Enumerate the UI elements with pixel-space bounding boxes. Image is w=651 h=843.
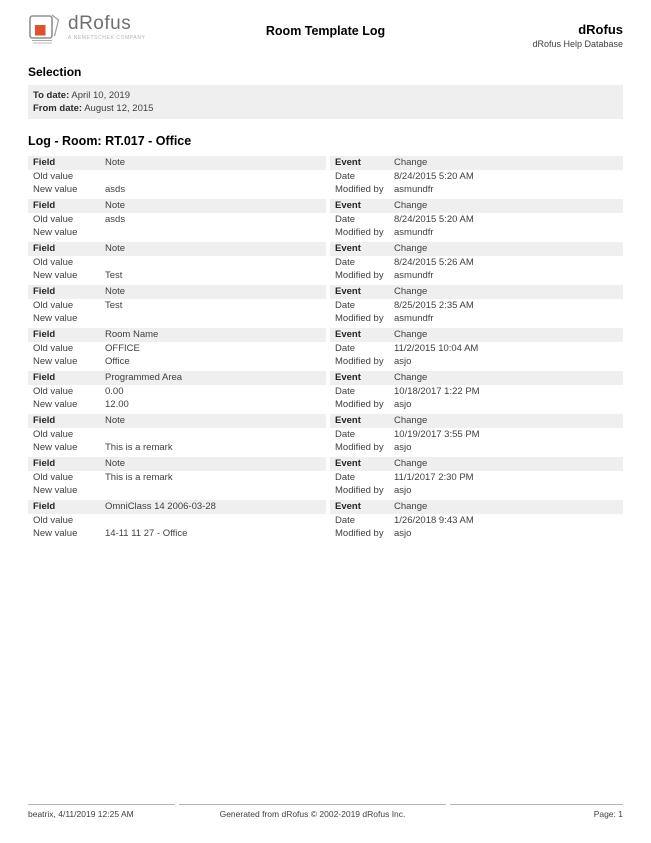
new-value-label: New value [33,399,78,410]
old-value-row [28,471,623,484]
old-value [105,428,326,441]
entry-header-row [28,500,623,514]
modified-by-label: Modified by [335,313,384,324]
old-value-row [28,256,623,269]
new-value-label: New value [33,313,78,324]
old-value-row [28,514,623,527]
modified-by-label: Modified by [335,399,384,410]
event-value: Change [394,285,623,299]
modified-by-label: Modified by [335,227,384,238]
log-entry [28,500,623,540]
modified-by-value: asmundfr [394,313,434,324]
date-value: 11/1/2017 2:30 PM [394,472,474,483]
field-value: Note [105,242,326,256]
field-label: Field [28,242,105,256]
modified-by-value: asjo [394,485,412,496]
new-value: Office [105,356,130,367]
date-label: Date [335,515,356,526]
new-value-label: New value [33,356,78,367]
modified-by-value: asjo [394,399,412,410]
log-entry [28,242,623,282]
event-value: Change [394,156,623,170]
date-value: 10/18/2017 1:22 PM [394,386,480,397]
project-name: dRofus [578,22,623,37]
field-label: Field [28,156,105,170]
report-header [0,0,651,58]
to-date-value: April 10, 2019 [71,90,130,101]
footer-user-timestamp: beatrix, 4/11/2019 12:25 AM [28,804,175,819]
date-value: 8/24/2015 5:26 AM [394,257,474,268]
date-value: 10/19/2017 3:55 PM [394,429,480,440]
new-value-row [28,441,623,454]
entry-header-row [28,199,623,213]
old-value: OFFICE [105,343,140,354]
field-label: Field [28,328,105,342]
logo-wordmark: dRofus [68,13,132,34]
to-date-label: To date: [33,90,70,101]
event-label: Event [330,500,394,514]
new-value-label: New value [33,528,78,539]
new-value-label: New value [33,442,78,453]
new-value: 14-11 11 27 - Office [105,528,188,539]
log-entry [28,457,623,497]
date-label: Date [335,214,356,225]
date-label: Date [335,257,356,268]
old-value-row [28,213,623,226]
modified-by-value: asjo [394,442,412,453]
field-label: Field [28,199,105,213]
new-value: This is a remark [105,442,173,453]
modified-by-value: asjo [394,356,412,367]
new-value-label: New value [33,270,78,281]
event-value: Change [394,457,623,471]
field-label: Field [28,500,105,514]
date-label: Date [335,429,356,440]
log-entry [28,328,623,368]
new-value-row [28,484,623,497]
old-value-label: Old value [33,386,74,397]
modified-by-label: Modified by [335,442,384,453]
new-value-row [28,527,623,540]
modified-by-label: Modified by [335,270,384,281]
field-value: Note [105,156,326,170]
field-value: Note [105,457,326,471]
new-value-label: New value [33,227,78,238]
event-label: Event [330,242,394,256]
log-entry [28,199,623,239]
date-label: Date [335,386,356,397]
new-value-row [28,226,623,239]
old-value-label: Old value [33,171,74,182]
event-label: Event [330,156,394,170]
modified-by-label: Modified by [335,356,384,367]
to-date-row [33,89,618,102]
event-label: Event [330,457,394,471]
field-value: Note [105,285,326,299]
selection-heading: Selection [28,65,82,79]
modified-by-label: Modified by [335,485,384,496]
footer-page-number: Page: 1 [450,804,623,819]
log-entries [28,156,623,540]
old-value-label: Old value [33,300,74,311]
old-value-label: Old value [33,343,74,354]
event-value: Change [394,500,623,514]
new-value-row [28,269,623,282]
from-date-value: August 12, 2015 [84,103,154,114]
report-title: Room Template Log [265,24,386,38]
report-footer [28,804,623,819]
event-label: Event [330,414,394,428]
footer-generated-note: Generated from dRofus © 2002-2019 dRofus Inc. [179,804,446,819]
field-label: Field [28,457,105,471]
entry-header-row [28,414,623,428]
old-value-label: Old value [33,472,74,483]
entry-header-row [28,328,623,342]
date-value: 8/24/2015 5:20 AM [394,214,474,225]
new-value [105,312,326,325]
new-value-row [28,183,623,196]
field-label: Field [28,285,105,299]
field-value: Room Name [105,328,326,342]
event-label: Event [330,285,394,299]
entry-header-row [28,457,623,471]
field-value: OmniClass 14 2006-03-28 [105,500,326,514]
modified-by-label: Modified by [335,184,384,195]
new-value-label: New value [33,184,78,195]
old-value: Test [105,300,123,311]
old-value-row [28,299,623,312]
entry-header-row [28,371,623,385]
date-label: Date [335,343,356,354]
modified-by-value: asmundfr [394,227,434,238]
field-value: Note [105,199,326,213]
new-value: 12.00 [105,399,129,410]
entry-header-row [28,285,623,299]
new-value-row [28,355,623,368]
modified-by-value: asmundfr [394,270,434,281]
old-value-row [28,428,623,441]
new-value [105,226,326,239]
date-value: 8/25/2015 2:35 AM [394,300,474,311]
old-value-row [28,385,623,398]
modified-by-label: Modified by [335,528,384,539]
new-value-label: New value [33,485,78,496]
date-label: Date [335,472,356,483]
date-value: 11/2/2015 10:04 AM [394,343,479,354]
log-entry [28,156,623,196]
old-value-label: Old value [33,515,74,526]
new-value: Test [105,270,123,281]
event-value: Change [394,371,623,385]
field-value: Note [105,414,326,428]
log-heading: Log - Room: RT.017 - Office [28,134,192,148]
event-value: Change [394,328,623,342]
old-value [105,514,326,527]
date-value: 1/26/2018 9:43 AM [394,515,474,526]
old-value: This is a remark [105,472,173,483]
field-value: Programmed Area [105,371,326,385]
log-entry [28,371,623,411]
new-value-row [28,312,623,325]
database-name: dRofus Help Database [532,39,623,49]
field-label: Field [28,414,105,428]
new-value-row [28,398,623,411]
old-value [105,170,326,183]
old-value-row [28,170,623,183]
old-value-row [28,342,623,355]
field-label: Field [28,371,105,385]
new-value [105,484,326,497]
old-value-label: Old value [33,214,74,225]
modified-by-value: asjo [394,528,412,539]
event-label: Event [330,371,394,385]
new-value: asds [105,184,126,195]
entry-header-row [28,242,623,256]
old-value-label: Old value [33,257,74,268]
log-entry [28,285,623,325]
old-value: asds [105,214,126,225]
from-date-row [33,102,618,115]
report-content [0,66,651,540]
date-label: Date [335,171,356,182]
event-label: Event [330,199,394,213]
selection-box [28,85,623,119]
entry-header-row [28,156,623,170]
event-value: Change [394,242,623,256]
event-value: Change [394,414,623,428]
date-value: 8/24/2015 5:20 AM [394,171,474,182]
old-value: 0.00 [105,386,124,397]
logo-tagline: A NEMETSCHEK COMPANY [68,35,146,41]
old-value-label: Old value [33,429,74,440]
date-label: Date [335,300,356,311]
log-entry [28,414,623,454]
modified-by-value: asmundfr [394,184,434,195]
event-label: Event [330,328,394,342]
from-date-label: From date: [33,103,83,114]
old-value [105,256,326,269]
event-value: Change [394,199,623,213]
